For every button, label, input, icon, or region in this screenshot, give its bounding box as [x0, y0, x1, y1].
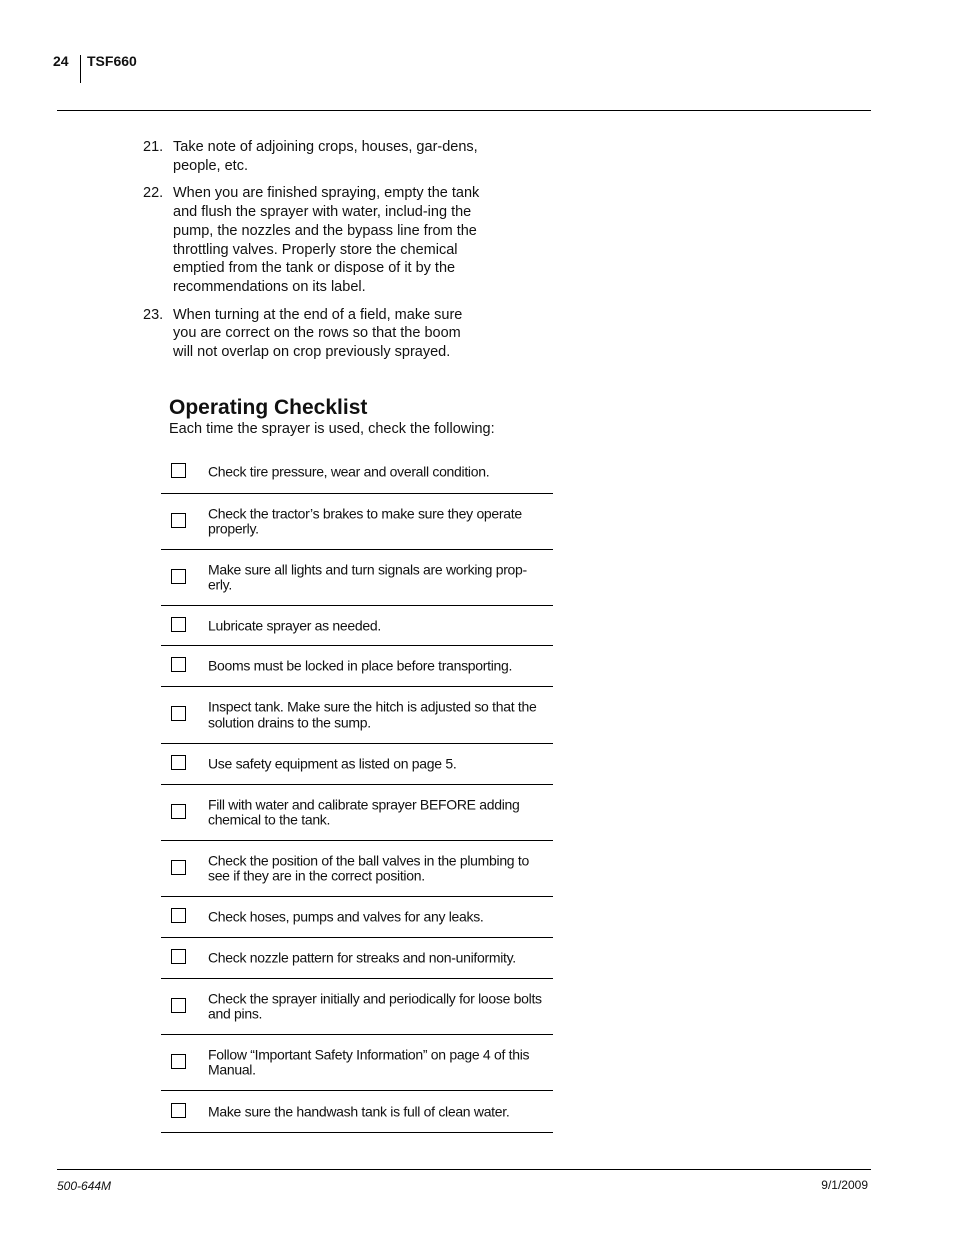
checkbox[interactable] [171, 513, 186, 528]
checkbox[interactable] [171, 617, 186, 632]
checkbox[interactable] [171, 949, 186, 964]
checklist-row [161, 841, 553, 897]
step-number: 23. [143, 306, 164, 323]
checklist-row [161, 979, 553, 1035]
checklist-item-text: Check tire pressure, wear and overall condition. [208, 462, 490, 479]
checklist-row [161, 494, 553, 550]
checklist-item-text: Check the sprayer initially and periodically for loose bolts and pins. [208, 990, 542, 1022]
step-text: When turning at the end of a field, make sure you are correct on the rows so that the boom will not overlap on crop previously sprayed. [173, 306, 463, 361]
checkbox[interactable] [171, 706, 186, 721]
checklist-row [161, 687, 553, 744]
checklist-row [161, 785, 553, 841]
step-text: Take note of adjoining crops, houses, gar-dens, people, etc. [173, 139, 478, 174]
checklist-row [161, 897, 553, 938]
checklist-item-text: Make sure the handwash tank is full of clean water. [208, 1102, 510, 1119]
checklist-row [161, 606, 553, 646]
checklist-item-text: Follow “Important Safety Information” on page 4 of this Manual. [208, 1046, 530, 1078]
checkbox[interactable] [171, 998, 186, 1013]
operating-checklist [161, 450, 553, 1133]
step-text: When you are finished spraying, empty the tank and flush the sprayer with water, includ-ing the pump, the nozzles and the bypass line from the throttling valves. Properly store the chemical emptied from the tank or dispose of it by the recommendations on its label. [173, 185, 480, 295]
checkbox[interactable] [171, 1054, 186, 1069]
step-number: 21. [143, 139, 164, 155]
checklist-row [161, 1035, 553, 1091]
checklist-row [161, 1091, 553, 1133]
document-title: TSF660 [87, 53, 137, 69]
step-23 [143, 306, 483, 362]
checklist-item-text: Booms must be locked in place before transporting. [208, 657, 513, 674]
checklist-row [161, 450, 553, 494]
checkbox[interactable] [171, 463, 186, 478]
checklist-item-text: Check hoses, pumps and valves for any leaks. [208, 908, 484, 925]
checklist-item-text: Check the tractor’s brakes to make sure they operate properly. [208, 505, 522, 537]
step-22 [143, 184, 483, 296]
checklist-item-text: Fill with water and calibrate sprayer BEFORE adding chemical to the tank. [208, 796, 520, 828]
checklist-item-text: Check nozzle pattern for streaks and non-uniformity. [208, 949, 516, 966]
checklist-item-text: Lubricate sprayer as needed. [208, 616, 381, 633]
checklist-row [161, 744, 553, 785]
checkbox[interactable] [171, 755, 186, 770]
checkbox[interactable] [171, 908, 186, 923]
checkbox[interactable] [171, 860, 186, 875]
numbered-steps [143, 138, 483, 371]
checklist-row [161, 550, 553, 606]
checkbox[interactable] [171, 804, 186, 819]
step-21 [143, 138, 483, 175]
checklist-item-text: Inspect tank. Make sure the hitch is adjusted so that the solution drains to the sump. [208, 698, 537, 730]
section-title: Operating Checklist [169, 396, 368, 419]
checklist-item-text: Check the position of the ball valves in the plumbing to see if they are in the correct position. [208, 852, 529, 884]
checkbox[interactable] [171, 1103, 186, 1118]
section-intro: Each time the sprayer is used, check the following: [169, 421, 495, 437]
bottom-rule [57, 1169, 871, 1170]
checklist-row [161, 646, 553, 687]
checklist-row [161, 938, 553, 979]
revision-date: 9/1/2009 [821, 1178, 868, 1192]
header-divider [80, 55, 81, 83]
page-number: 24 [53, 53, 69, 69]
checklist-item-text: Use safety equipment as listed on page 5. [208, 755, 457, 772]
part-number: 500-644M [57, 1179, 112, 1193]
top-rule [57, 110, 871, 111]
step-number: 22. [143, 185, 164, 202]
checklist-item-text: Make sure all lights and turn signals are working prop-erly. [208, 561, 527, 593]
checkbox[interactable] [171, 569, 186, 584]
checkbox[interactable] [171, 657, 186, 672]
